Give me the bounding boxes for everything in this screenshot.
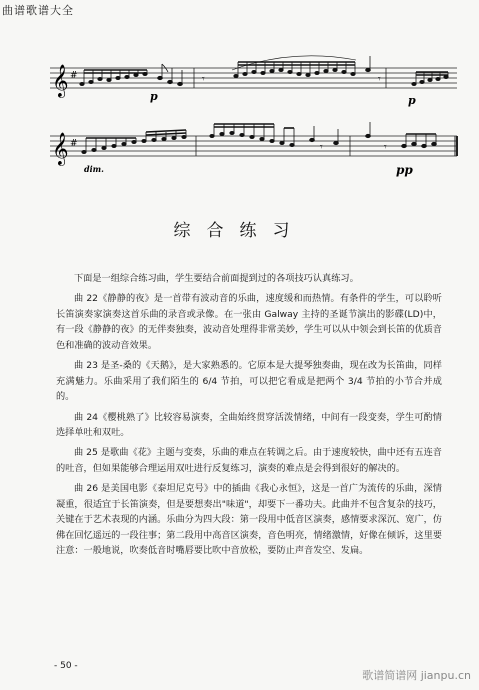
dynamic-pp: pp — [396, 163, 413, 177]
note-run-6 — [366, 122, 437, 148]
paragraph-piece-24: 曲 24《樱桃熟了》比较容易演奏，全曲始终贯穿活泼情绪，中间有一段变奏，学生可酌情选择单吐和双吐。 — [56, 411, 442, 439]
treble-clef-2: 𝄞 — [52, 132, 69, 165]
svg-text:𝄾: 𝄾 — [384, 142, 387, 153]
svg-text:#: # — [70, 71, 78, 81]
note-run-4 — [82, 130, 186, 154]
dynamic-p-2: p — [408, 94, 416, 107]
paragraph-piece-26: 曲 26 是美国电影《泰坦尼克号》中的插曲《我心永恒》，这是一首广为流传的乐曲，深情凝重，很适宜于长笛演奏，但是要想奏出"味道"，却要下一番功夫。此曲并不包含复杂的技巧，关键在于艺术表现的内涵。乐曲分为四大段：第一段用中低音区演奏，感情要求深沉、宽广，仿佛在回忆遥远的一段往事；第二段用中高音区演奏，音色明亮，情绪激情，好像在倾诉，这里要注意：一般地说，吹奏低音时嘴唇要比吹中音放松，要防止声音发空、发扁。 — [56, 483, 442, 557]
dynamic-dim: dim. — [84, 164, 104, 174]
dynamic-p-1: p — [150, 90, 158, 103]
site-watermark-top: 曲谱歌谱大全 — [2, 4, 74, 17]
body-text — [56, 271, 442, 564]
paragraph-piece-22: 曲 22《静静的夜》是一首带有波动音的乐曲，速度缓和而热情。有条件的学生，可以聆听长笛演奏家演奏这首乐曲的录音或录像。在一张由 Galway 主持的圣诞节演出的影碟(LD)中，有一段《静静的夜》的无伴奏独奏，波动音处理得非常美妙，学生可以从中领会到长笛的优质音色和准确的波动音效果。 — [56, 293, 442, 351]
page-number: - 50 - — [54, 661, 78, 671]
music-score — [0, 0, 479, 200]
svg-text:𝄾: 𝄾 — [378, 74, 381, 85]
note-run-2 — [232, 56, 370, 78]
paragraph-intro: 下面是一组综合练习曲，学生要结合前面提到过的各项技巧认真练习。 — [74, 273, 359, 284]
svg-text:#: # — [70, 139, 78, 149]
site-watermark-bottom: 歌谱简谱网 jianpu.cn — [362, 669, 471, 682]
staff-line-2 — [50, 136, 457, 156]
treble-clef-1: 𝄞 — [52, 64, 69, 97]
paragraph-piece-23: 曲 23 是圣-桑的《天鹅》，是大家熟悉的。它原本是大提琴独奏曲，现在改为长笛曲，同样充满魅力。乐曲采用了我们陌生的 6/4 节拍，可以把它看成是把两个 3/4 节拍的小节合并成的。 — [56, 360, 442, 403]
section-title: 综合练习 — [173, 221, 306, 241]
svg-text:𝄾: 𝄾 — [202, 74, 205, 85]
svg-text:𝄾: 𝄾 — [320, 142, 323, 153]
paragraph-piece-25: 曲 25 是歌曲《花》主题与变奏，乐曲的难点在转调之后。由于速度较快，曲中还有五连音的吐音，但如果能够合理运用双吐进行反复练习，演奏的难点是会得到很好的解决的。 — [56, 447, 442, 474]
note-run-3 — [412, 72, 448, 86]
